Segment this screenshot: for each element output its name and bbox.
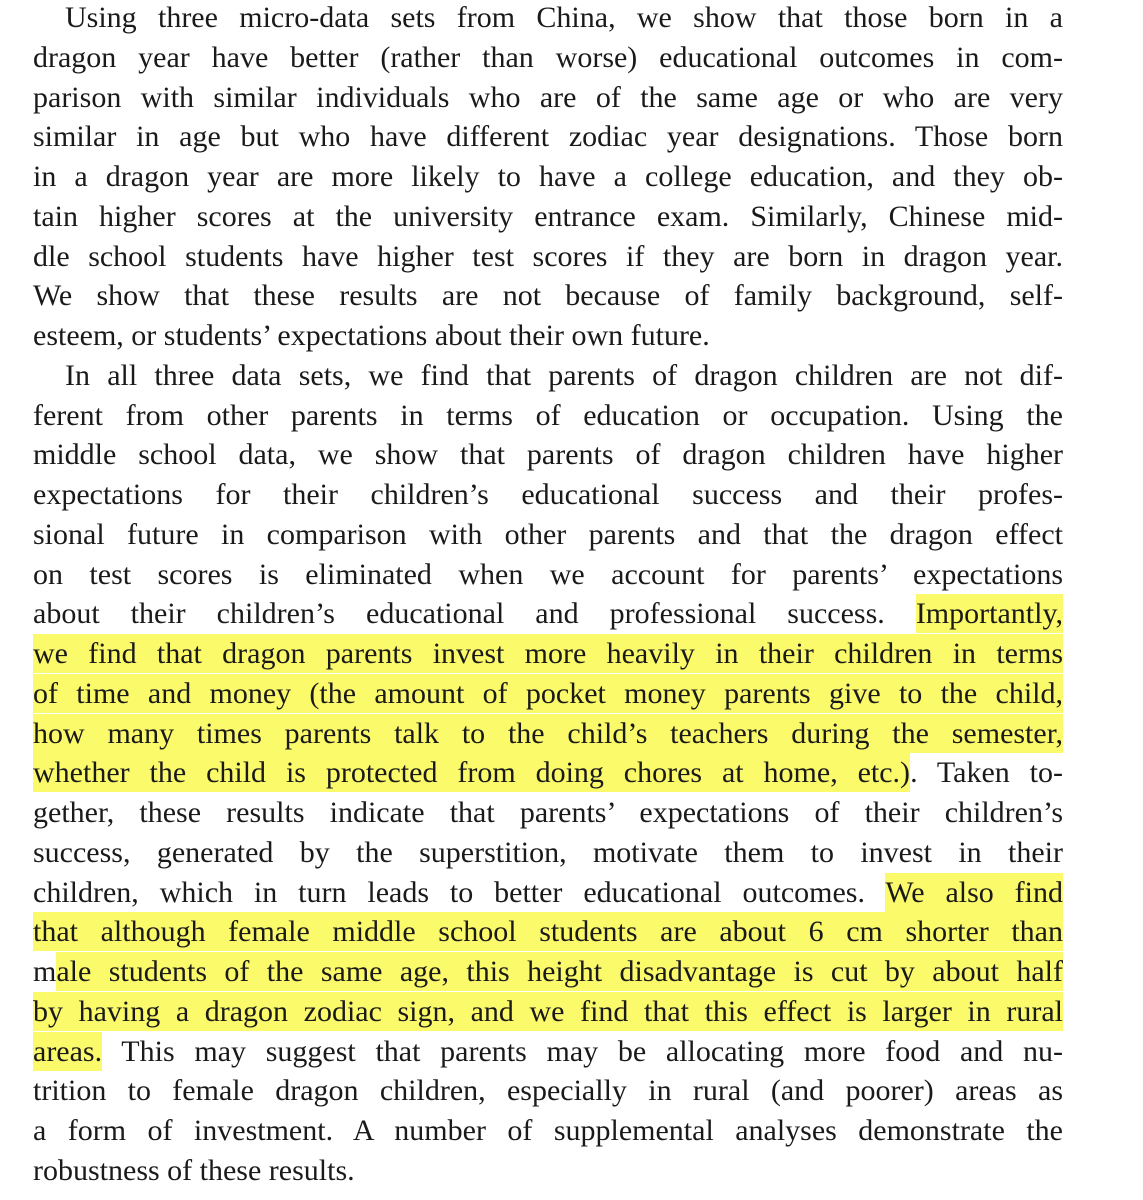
text-line [33,197,1063,237]
text-line [33,78,1063,118]
text-line [33,117,1063,157]
text-line [33,674,1063,714]
highlighted-text: Importantly, [915,597,1063,631]
text-line [33,396,1063,436]
text-line [33,555,1063,595]
highlighted-text: we find that dragon parents invest more heavily in their children in terms [33,637,1063,670]
text-line [33,1151,1063,1191]
body-text: gether, these results indicate that parents’ expectations of their children’s [33,796,1063,829]
text-line [33,515,1063,555]
body-text: parison with similar individuals who are of the same age or who are very [33,80,1063,114]
body-text: in a dragon year are more likely to have a college education, and they ob- [33,160,1063,193]
body-text: esteem, or students’ expectations about their own future. [33,319,710,352]
text-line [33,833,1063,873]
body-text: This may suggest that parents may be allocating more food and nu- [102,1034,1063,1068]
body-text: sional future in comparison with other parents and that the dragon effect [33,517,1063,551]
body-text: about their children’s educational and professional success. [33,597,916,631]
text-line [33,38,1063,78]
text-line [33,594,1063,634]
highlighted-text: that although female middle school students are about 6 cm shorter than [33,915,1063,949]
text-line [33,1111,1063,1151]
body-text: dle school students have higher test scores if they are born in dragon year. [33,239,1063,273]
highlighted-text: ale students of the same age, this height disadvantage is cut by about half [56,955,1063,988]
body-text: . Taken to- [910,756,1064,790]
body-text: ferent from other parents in terms of education or occupation. Using the [33,398,1063,432]
body-text: success, generated by the superstition, motivate them to invest in their [33,835,1063,869]
body-text: expectations for their children’s educational success and their profes- [33,478,1063,511]
text-line [33,873,1063,913]
highlighted-text: by having a dragon zodiac sign, and we find that this effect is larger in rural [33,994,1063,1028]
body-text: children, which in turn leads to better educational outcomes. [33,875,886,909]
text-line [33,992,1063,1032]
highlighted-text: of time and money (the amount of pocket money parents give to the child, [33,676,1063,710]
body-text: similar in age but who have different zodiac year designations. Those born [33,120,1063,154]
body-text: We show that these results are not because of family background, self- [33,279,1063,313]
text-line [33,1071,1063,1111]
body-text: on test scores is eliminated when we account for parents’ expectations [33,557,1063,591]
body-text: robustness of these results. [33,1153,355,1187]
text-line [33,753,1063,793]
text-line [33,316,1063,356]
body-text: In all three data sets, we find that parents of dragon children are not dif- [65,358,1063,392]
highlighted-text: whether the child is protected from doing chores at home, etc.) [33,756,911,790]
text-line [65,356,1063,396]
text-line [33,952,1063,992]
highlighted-text: how many times parents talk to the child’s teachers during the semester, [33,716,1063,750]
text-line [33,157,1063,197]
highlighted-text: areas. [33,1034,103,1068]
text-line [33,237,1063,277]
body-text: dragon year have better (rather than worse) educational outcomes in com- [33,40,1063,74]
body-text: m [33,955,57,988]
body-text: Using three micro-data sets from China, we show that those born in a [65,1,1063,34]
body-text: tain higher scores at the university entrance exam. Similarly, Chinese mid- [33,199,1063,233]
body-text: a form of investment. A number of supplemental analyses demonstrate the [33,1114,1063,1147]
text-line [33,1032,1063,1072]
text-line [33,634,1063,674]
text-line [33,475,1063,515]
text-line [33,276,1063,316]
body-text: middle school data, we show that parents of dragon children have higher [33,438,1063,472]
body-text: trition to female dragon children, especially in rural (and poorer) areas as [33,1074,1063,1108]
highlighted-text: We also find [885,875,1064,909]
text-line [33,912,1063,952]
text-line [33,435,1063,475]
text-line [33,714,1063,754]
text-line [33,793,1063,833]
text-line [65,0,1063,38]
